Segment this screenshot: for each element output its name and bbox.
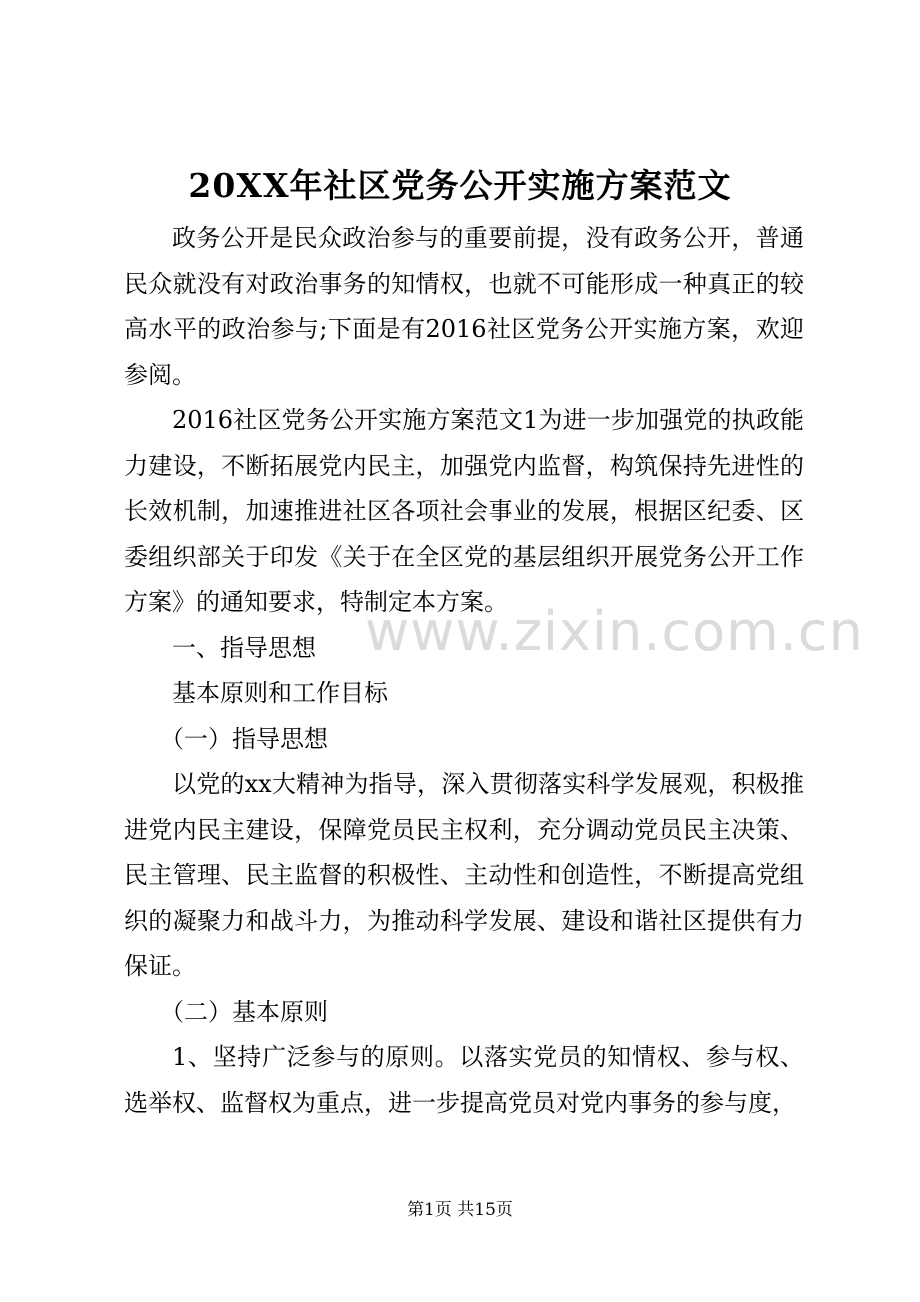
subsection-heading-guiding-ideology: （一）指导思想 (160, 724, 328, 753)
document-body (124, 216, 804, 1126)
subsection-heading-basic-principles: （二）基本原则 (160, 997, 328, 1026)
paragraph-intro: 政务公开是民众政治参与的重要前提，没有政务公开，普通民众就没有对政治事务的知情权，也就不可能形成一种真正的较高水平的政治参与;下面是有2016社区党务公开实施方案，欢迎参阅。 (124, 224, 804, 389)
page-footer: 第1页 共15页 (407, 1200, 513, 1220)
paragraph-guiding-ideology: 以党的xx大精神为指导，深入贯彻落实科学发展观，积极推进党内民主建设，保障党员民主权利，充分调动党员民主决策、民主管理、民主监督的积极性、主动性和创造性，不断提高党组织的凝聚力和战斗力，为推动科学发展、建设和谐社区提供有力保证。 (124, 770, 804, 980)
paragraph-principle-1: 1、坚持广泛参与的原则。以落实党员的知情权、参与权、选举权、监督权为重点，进一步提高党员对党内事务的参与度， (124, 1043, 804, 1117)
document-title: 20XX年社区党务公开实施方案范文 (188, 166, 732, 205)
paragraph-purpose: 2016社区党务公开实施方案范文1为进一步加强党的执政能力建设，不断拓展党内民主，加强党内监督，构筑保持先进性的长效机制，加速推进社区各项社会事业的发展，根据区纪委、区委组织部关于印发《关于在全区党的基层组织开展党务公开工作方案》的通知要求，特制定本方案。 (124, 406, 804, 616)
section-heading-guiding-ideology: 一、指导思想 (172, 633, 316, 662)
section-heading-principles-goals: 基本原则和工作目标 (172, 679, 388, 707)
watermark-text: www.zixin.com.cn (365, 600, 864, 663)
